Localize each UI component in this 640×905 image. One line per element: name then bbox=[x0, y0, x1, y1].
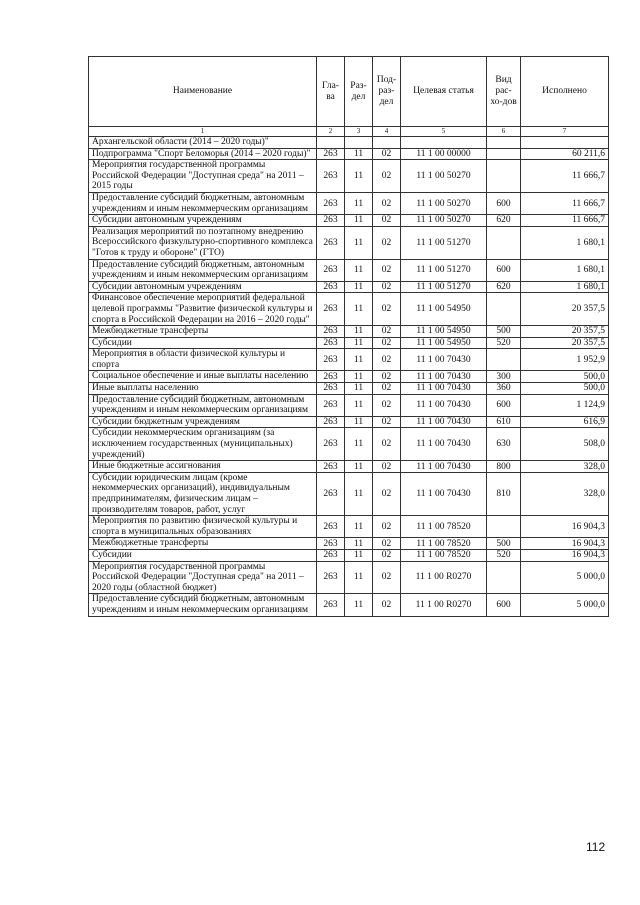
header-glava: Гла-ва bbox=[317, 57, 345, 127]
row-podrazdel-cell: 02 bbox=[373, 148, 401, 160]
row-target-article-cell: 11 1 00 78520 bbox=[401, 549, 487, 561]
row-target-article-cell: 11 1 00 50270 bbox=[401, 192, 487, 214]
row-expense-type-cell bbox=[487, 137, 521, 149]
row-razdel-cell: 11 bbox=[345, 516, 373, 538]
row-name-cell: Мероприятия государственной программы Российской Федерации "Доступная среда" на 2011 – 2015 годы bbox=[89, 160, 317, 193]
row-target-article-cell: 11 1 00 70430 bbox=[401, 461, 487, 473]
row-target-article-cell: 11 1 00 51270 bbox=[401, 281, 487, 293]
table-row bbox=[89, 461, 609, 473]
row-expense-type-cell: 620 bbox=[487, 281, 521, 293]
row-podrazdel-cell: 02 bbox=[373, 561, 401, 594]
row-expense-type-cell bbox=[487, 516, 521, 538]
row-name-cell: Архангельской области (2014 – 2020 годы)" bbox=[89, 137, 317, 149]
row-glava-cell: 263 bbox=[317, 160, 345, 193]
row-executed-cell: 328,0 bbox=[521, 472, 609, 515]
table-row bbox=[89, 160, 609, 193]
row-podrazdel-cell: 02 bbox=[373, 394, 401, 416]
row-glava-cell: 263 bbox=[317, 472, 345, 515]
row-razdel-cell: 11 bbox=[345, 472, 373, 515]
row-podrazdel-cell: 02 bbox=[373, 538, 401, 550]
row-podrazdel-cell bbox=[373, 137, 401, 149]
table-row bbox=[89, 472, 609, 515]
table-row bbox=[89, 148, 609, 160]
row-name-cell: Межбюджетные трансферты bbox=[89, 538, 317, 550]
row-expense-type-cell: 500 bbox=[487, 326, 521, 338]
row-executed-cell: 11 666,7 bbox=[521, 160, 609, 193]
row-glava-cell: 263 bbox=[317, 337, 345, 349]
row-name-cell: Предоставление субсидий бюджетным, автономным учреждениям и иным некоммерческим организациям bbox=[89, 259, 317, 281]
row-target-article-cell: 11 1 00 50270 bbox=[401, 215, 487, 227]
page-number: 112 bbox=[586, 840, 606, 854]
row-razdel-cell: 11 bbox=[345, 293, 373, 326]
row-target-article-cell: 11 1 00 51270 bbox=[401, 259, 487, 281]
row-podrazdel-cell: 02 bbox=[373, 337, 401, 349]
row-target-article-cell: 11 1 00 70430 bbox=[401, 371, 487, 383]
row-name-cell: Мероприятия государственной программы Российской Федерации "Доступная среда" на 2011 – 2020 годы (областной бюджет) bbox=[89, 561, 317, 594]
row-razdel-cell: 11 bbox=[345, 259, 373, 281]
row-executed-cell: 11 666,7 bbox=[521, 215, 609, 227]
column-number: 2 bbox=[317, 127, 345, 137]
row-glava-cell: 263 bbox=[317, 549, 345, 561]
row-glava-cell: 263 bbox=[317, 226, 345, 259]
row-glava-cell: 263 bbox=[317, 326, 345, 338]
row-expense-type-cell: 520 bbox=[487, 337, 521, 349]
row-podrazdel-cell: 02 bbox=[373, 160, 401, 193]
row-glava-cell: 263 bbox=[317, 394, 345, 416]
row-razdel-cell: 11 bbox=[345, 371, 373, 383]
row-name-cell: Предоставление субсидий бюджетным, автономным учреждениям и иным некоммерческим организациям bbox=[89, 192, 317, 214]
row-razdel-cell: 11 bbox=[345, 148, 373, 160]
row-expense-type-cell: 600 bbox=[487, 259, 521, 281]
row-razdel-cell: 11 bbox=[345, 428, 373, 461]
row-executed-cell: 20 357,5 bbox=[521, 337, 609, 349]
row-expense-type-cell: 600 bbox=[487, 394, 521, 416]
row-expense-type-cell: 810 bbox=[487, 472, 521, 515]
table-row bbox=[89, 293, 609, 326]
row-executed-cell: 16 904,3 bbox=[521, 538, 609, 550]
row-glava-cell: 263 bbox=[317, 293, 345, 326]
row-razdel-cell: 11 bbox=[345, 226, 373, 259]
row-name-cell: Субсидии бюджетным учреждениям bbox=[89, 416, 317, 428]
row-glava-cell: 263 bbox=[317, 561, 345, 594]
row-podrazdel-cell: 02 bbox=[373, 226, 401, 259]
column-number-row bbox=[89, 127, 609, 137]
row-glava-cell: 263 bbox=[317, 259, 345, 281]
row-target-article-cell: 11 1 00 50270 bbox=[401, 160, 487, 193]
table-row bbox=[89, 594, 609, 616]
row-executed-cell: 616,9 bbox=[521, 416, 609, 428]
row-name-cell: Субсидии автономным учреждениям bbox=[89, 281, 317, 293]
row-glava-cell: 263 bbox=[317, 349, 345, 371]
row-target-article-cell bbox=[401, 137, 487, 149]
header-podrazdel: Под-раз-дел bbox=[373, 57, 401, 127]
row-target-article-cell: 11 1 00 54950 bbox=[401, 337, 487, 349]
row-expense-type-cell bbox=[487, 148, 521, 160]
row-podrazdel-cell: 02 bbox=[373, 549, 401, 561]
row-target-article-cell: 11 1 00 51270 bbox=[401, 226, 487, 259]
row-glava-cell: 263 bbox=[317, 192, 345, 214]
row-name-cell: Иные бюджетные ассигнования bbox=[89, 461, 317, 473]
table-row bbox=[89, 516, 609, 538]
table-row bbox=[89, 549, 609, 561]
row-razdel-cell: 11 bbox=[345, 337, 373, 349]
row-razdel-cell: 11 bbox=[345, 160, 373, 193]
row-razdel-cell: 11 bbox=[345, 215, 373, 227]
table-row bbox=[89, 281, 609, 293]
row-razdel-cell bbox=[345, 137, 373, 149]
table-row bbox=[89, 428, 609, 461]
row-target-article-cell: 11 1 00 54950 bbox=[401, 326, 487, 338]
row-podrazdel-cell: 02 bbox=[373, 416, 401, 428]
row-name-cell: Субсидии bbox=[89, 337, 317, 349]
row-razdel-cell: 11 bbox=[345, 561, 373, 594]
row-expense-type-cell bbox=[487, 349, 521, 371]
row-name-cell: Субсидии некоммерческим организациям (за исключением государственных (муниципальных) учреждений) bbox=[89, 428, 317, 461]
column-number: 3 bbox=[345, 127, 373, 137]
row-target-article-cell: 11 1 00 00000 bbox=[401, 148, 487, 160]
row-name-cell: Предоставление субсидий бюджетным, автономным учреждениям и иным некоммерческим организациям bbox=[89, 394, 317, 416]
table-row bbox=[89, 259, 609, 281]
row-podrazdel-cell: 02 bbox=[373, 293, 401, 326]
row-executed-cell: 1 680,1 bbox=[521, 226, 609, 259]
table-row bbox=[89, 371, 609, 383]
row-podrazdel-cell: 02 bbox=[373, 326, 401, 338]
budget-table bbox=[88, 56, 609, 617]
table-row bbox=[89, 215, 609, 227]
header-name: Наименование bbox=[89, 57, 317, 127]
row-razdel-cell: 11 bbox=[345, 594, 373, 616]
row-target-article-cell: 11 1 00 78520 bbox=[401, 538, 487, 550]
row-name-cell: Субсидии автономным учреждениям bbox=[89, 215, 317, 227]
row-executed-cell: 16 904,3 bbox=[521, 549, 609, 561]
row-glava-cell: 263 bbox=[317, 148, 345, 160]
header-row bbox=[89, 57, 609, 127]
row-expense-type-cell: 600 bbox=[487, 594, 521, 616]
row-glava-cell: 263 bbox=[317, 383, 345, 395]
row-target-article-cell: 11 1 00 70430 bbox=[401, 383, 487, 395]
row-razdel-cell: 11 bbox=[345, 461, 373, 473]
row-target-article-cell: 11 1 00 R0270 bbox=[401, 594, 487, 616]
row-executed-cell: 5 000,0 bbox=[521, 561, 609, 594]
row-target-article-cell: 11 1 00 70430 bbox=[401, 472, 487, 515]
row-executed-cell: 500,0 bbox=[521, 383, 609, 395]
row-expense-type-cell: 610 bbox=[487, 416, 521, 428]
row-executed-cell: 60 211,6 bbox=[521, 148, 609, 160]
row-target-article-cell: 11 1 00 R0270 bbox=[401, 561, 487, 594]
table-row bbox=[89, 337, 609, 349]
row-target-article-cell: 11 1 00 54950 bbox=[401, 293, 487, 326]
table-row bbox=[89, 192, 609, 214]
row-executed-cell: 500,0 bbox=[521, 371, 609, 383]
header-expense-type: Вид рас-хо-дов bbox=[487, 57, 521, 127]
row-executed-cell: 16 904,3 bbox=[521, 516, 609, 538]
row-name-cell: Иные выплаты населению bbox=[89, 383, 317, 395]
row-expense-type-cell bbox=[487, 226, 521, 259]
row-expense-type-cell: 360 bbox=[487, 383, 521, 395]
row-podrazdel-cell: 02 bbox=[373, 349, 401, 371]
row-expense-type-cell: 520 bbox=[487, 549, 521, 561]
row-glava-cell: 263 bbox=[317, 281, 345, 293]
table-row bbox=[89, 349, 609, 371]
row-target-article-cell: 11 1 00 70430 bbox=[401, 394, 487, 416]
column-number: 7 bbox=[521, 127, 609, 137]
table-row bbox=[89, 416, 609, 428]
row-expense-type-cell bbox=[487, 561, 521, 594]
row-executed-cell: 1 124,9 bbox=[521, 394, 609, 416]
row-glava-cell bbox=[317, 137, 345, 149]
row-target-article-cell: 11 1 00 70430 bbox=[401, 416, 487, 428]
row-razdel-cell: 11 bbox=[345, 192, 373, 214]
header-target-article: Целевая статья bbox=[401, 57, 487, 127]
row-target-article-cell: 11 1 00 70430 bbox=[401, 349, 487, 371]
column-number: 4 bbox=[373, 127, 401, 137]
row-target-article-cell: 11 1 00 70430 bbox=[401, 428, 487, 461]
row-executed-cell: 20 357,5 bbox=[521, 293, 609, 326]
row-name-cell: Субсидии юридическим лицам (кроме некоммерческих организаций), индивидуальным предпринимателям, физическим лицам – производителям товаров, работ, услуг bbox=[89, 472, 317, 515]
column-number: 1 bbox=[89, 127, 317, 137]
table-row bbox=[89, 394, 609, 416]
row-podrazdel-cell: 02 bbox=[373, 383, 401, 395]
row-expense-type-cell: 630 bbox=[487, 428, 521, 461]
row-razdel-cell: 11 bbox=[345, 538, 373, 550]
row-glava-cell: 263 bbox=[317, 371, 345, 383]
row-expense-type-cell: 500 bbox=[487, 538, 521, 550]
table-row bbox=[89, 137, 609, 149]
row-glava-cell: 263 bbox=[317, 461, 345, 473]
row-podrazdel-cell: 02 bbox=[373, 461, 401, 473]
row-executed-cell: 1 680,1 bbox=[521, 281, 609, 293]
row-razdel-cell: 11 bbox=[345, 349, 373, 371]
row-expense-type-cell: 600 bbox=[487, 192, 521, 214]
row-executed-cell: 1 680,1 bbox=[521, 259, 609, 281]
row-podrazdel-cell: 02 bbox=[373, 215, 401, 227]
row-executed-cell: 508,0 bbox=[521, 428, 609, 461]
row-executed-cell: 11 666,7 bbox=[521, 192, 609, 214]
row-expense-type-cell bbox=[487, 293, 521, 326]
row-expense-type-cell: 800 bbox=[487, 461, 521, 473]
row-podrazdel-cell: 02 bbox=[373, 281, 401, 293]
table-row bbox=[89, 538, 609, 550]
row-podrazdel-cell: 02 bbox=[373, 428, 401, 461]
row-expense-type-cell bbox=[487, 160, 521, 193]
row-glava-cell: 263 bbox=[317, 594, 345, 616]
row-razdel-cell: 11 bbox=[345, 394, 373, 416]
row-expense-type-cell: 620 bbox=[487, 215, 521, 227]
table-row bbox=[89, 561, 609, 594]
row-name-cell: Мероприятия в области физической культуры и спорта bbox=[89, 349, 317, 371]
row-razdel-cell: 11 bbox=[345, 549, 373, 561]
row-razdel-cell: 11 bbox=[345, 416, 373, 428]
row-name-cell: Финансовое обеспечение мероприятий федеральной целевой программы "Развитие физической культуры и спорта в Российской Федерации на 2016 – 2020 годы" bbox=[89, 293, 317, 326]
table-row bbox=[89, 326, 609, 338]
row-name-cell: Мероприятия по развитию физической культуры и спорта в муниципальных образованиях bbox=[89, 516, 317, 538]
row-razdel-cell: 11 bbox=[345, 281, 373, 293]
row-executed-cell bbox=[521, 137, 609, 149]
table-row bbox=[89, 226, 609, 259]
row-executed-cell: 328,0 bbox=[521, 461, 609, 473]
row-glava-cell: 263 bbox=[317, 215, 345, 227]
row-podrazdel-cell: 02 bbox=[373, 594, 401, 616]
row-name-cell: Субсидии bbox=[89, 549, 317, 561]
row-razdel-cell: 11 bbox=[345, 326, 373, 338]
row-name-cell: Реализация мероприятий по поэтапному внедрению Всероссийского физкультурно-спортивного комплекса "Готов к труду и обороне" (ГТО) bbox=[89, 226, 317, 259]
row-glava-cell: 263 bbox=[317, 428, 345, 461]
header-executed: Исполнено bbox=[521, 57, 609, 127]
row-executed-cell: 5 000,0 bbox=[521, 594, 609, 616]
row-target-article-cell: 11 1 00 78520 bbox=[401, 516, 487, 538]
row-executed-cell: 1 952,9 bbox=[521, 349, 609, 371]
column-number: 6 bbox=[487, 127, 521, 137]
header-razdel: Раз-дел bbox=[345, 57, 373, 127]
row-podrazdel-cell: 02 bbox=[373, 371, 401, 383]
table-row bbox=[89, 383, 609, 395]
row-expense-type-cell: 300 bbox=[487, 371, 521, 383]
row-glava-cell: 263 bbox=[317, 416, 345, 428]
row-executed-cell: 20 357,5 bbox=[521, 326, 609, 338]
row-name-cell: Подпрограмма "Спорт Беломорья (2014 – 2020 годы)" bbox=[89, 148, 317, 160]
row-podrazdel-cell: 02 bbox=[373, 259, 401, 281]
row-podrazdel-cell: 02 bbox=[373, 516, 401, 538]
row-razdel-cell: 11 bbox=[345, 383, 373, 395]
row-podrazdel-cell: 02 bbox=[373, 192, 401, 214]
row-podrazdel-cell: 02 bbox=[373, 472, 401, 515]
row-glava-cell: 263 bbox=[317, 516, 345, 538]
column-number: 5 bbox=[401, 127, 487, 137]
row-glava-cell: 263 bbox=[317, 538, 345, 550]
row-name-cell: Предоставление субсидий бюджетным, автономным учреждениям и иным некоммерческим организациям bbox=[89, 594, 317, 616]
row-name-cell: Социальное обеспечение и иные выплаты населению bbox=[89, 371, 317, 383]
row-name-cell: Межбюджетные трансферты bbox=[89, 326, 317, 338]
